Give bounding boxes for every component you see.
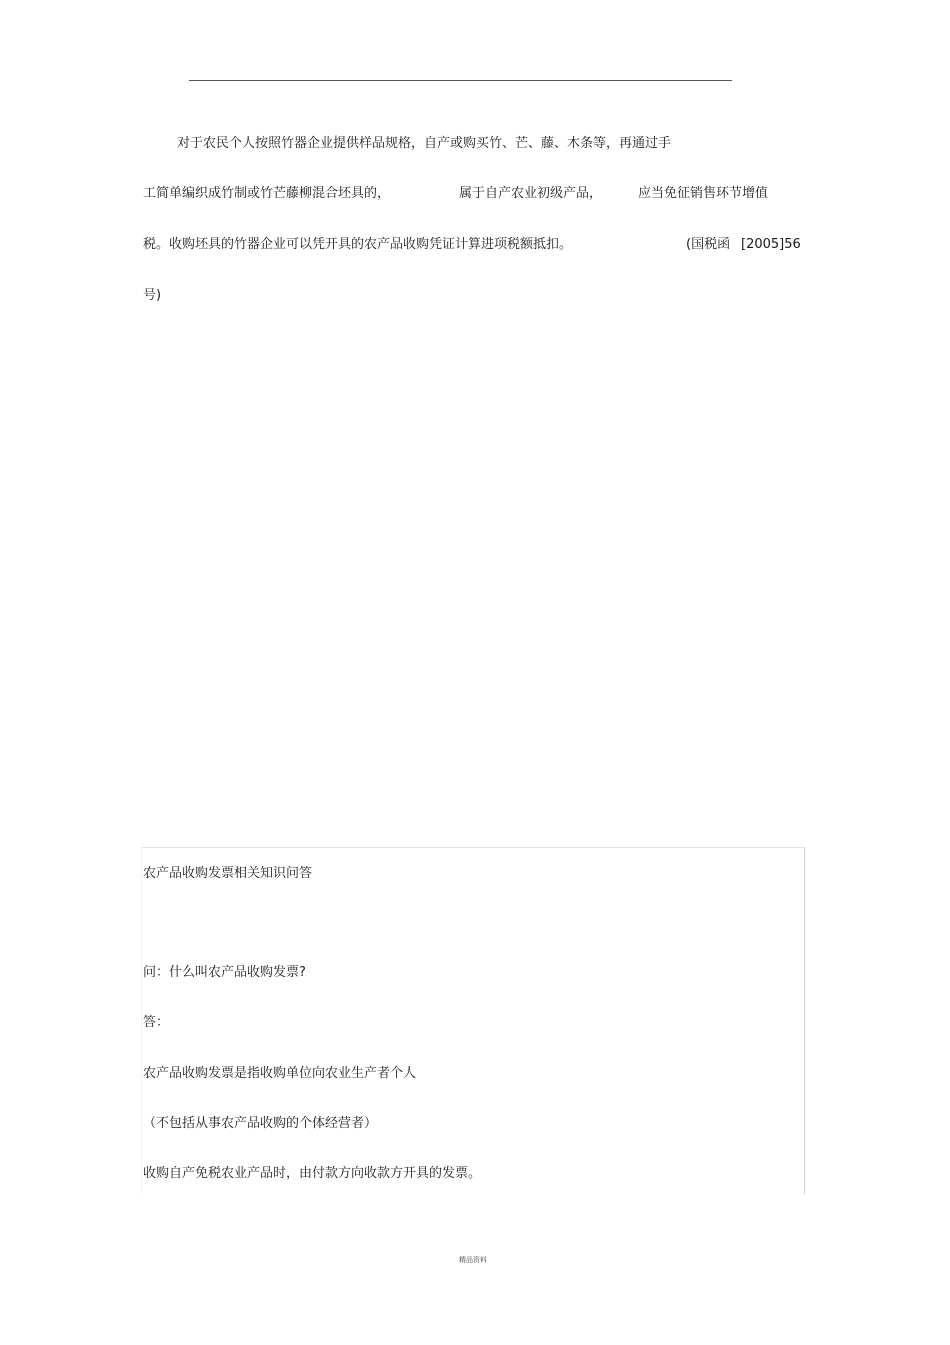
citation-prefix: (国税函 (686, 237, 731, 252)
header-rule (189, 80, 732, 81)
qa-question: 问：什么叫农产品收购发票? (143, 965, 306, 980)
qa-answer-line-3: 收购自产免税农业产品时，由付款方向收款方开具的发票。 (143, 1166, 482, 1181)
qa-answer-line-1: 农产品收购发票是指收购单位向农业生产者个人 (143, 1066, 417, 1081)
paragraph-line-1: 对于农民个人按照竹器企业提供样品规格，自产或购买竹、芒、藤、木条等，再通过手 (177, 136, 672, 151)
qa-title: 农产品收购发票相关知识问答 (143, 866, 313, 881)
qa-answer-label: 答： (143, 1015, 170, 1030)
footer-text: 精品资料 (459, 1256, 487, 1264)
paragraph-line-4: 号) (143, 288, 162, 303)
qa-box (141, 847, 805, 1194)
paragraph-line-2-part-1: 工简单编织成竹制或竹芒藤柳混合坯具的， (143, 186, 391, 201)
paragraph-line-2-part-2: 属于自产农业初级产品， (459, 186, 603, 201)
citation-number: [2005]56 (741, 237, 801, 252)
paragraph-line-2-part-3: 应当免征销售环节增值 (638, 186, 769, 201)
paragraph-line-3-part-1: 税。收购坯具的竹器企业可以凭开具的农产品收购凭证计算进项税额抵扣。 (143, 237, 573, 252)
qa-answer-line-2: （不包括从事农产品收购的个体经营者） (143, 1116, 378, 1131)
